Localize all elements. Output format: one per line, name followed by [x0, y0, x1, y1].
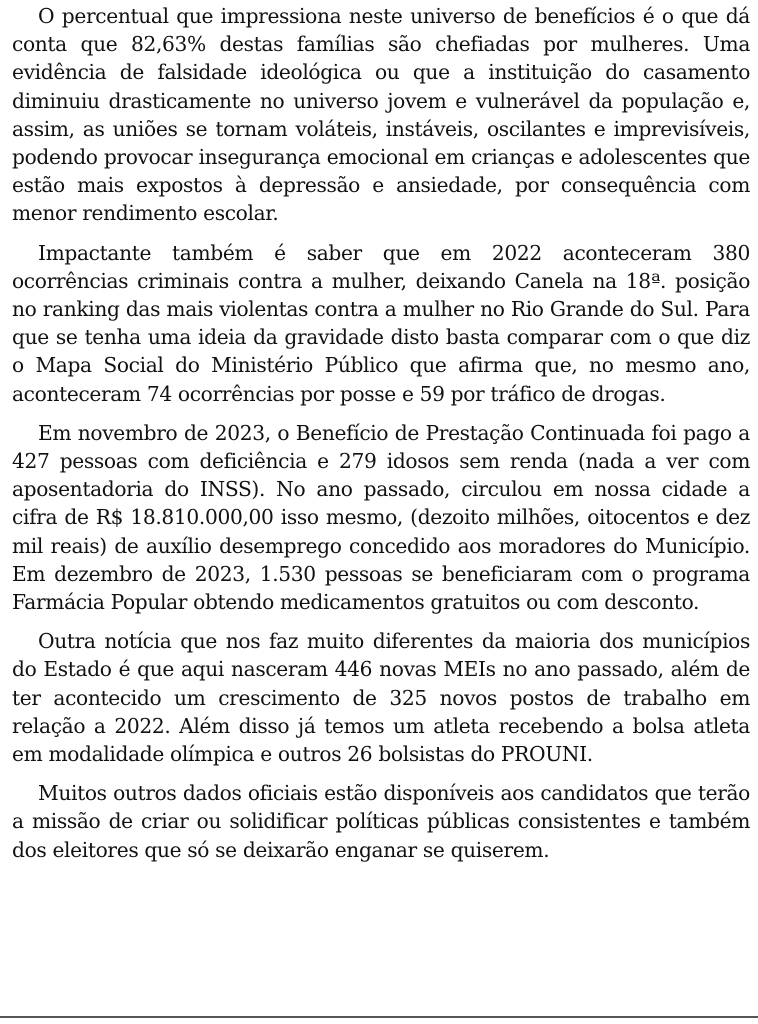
- paragraph-economic-news: Outra notícia que nos faz muito diferentes da maioria dos municípios do Estado é que aqui nasceram 446 novas MEIs no ano passado, além de ter acontecido um crescimento de 325 novos postos de trabalho em relação a 2022. Além disso já temos um atleta recebendo a bolsa atleta em modalidade olímpica e outros 26 bolsistas do PROUNI.: [12, 629, 750, 767]
- paragraph-crime-statistics: Impactante também é saber que em 2022 aconteceram 380 ocorrências criminais contra a mulher, deixando Canela na 18ª. posição no ranking das mais violentas contra a mulher no Rio Grande do Sul. Para que se tenha uma ideia da gravidade disto basta comparar com o que diz o Mapa Social do Ministério Público que afirma que, no mesmo ano, aconteceram 74 ocorrências por posse e 59 por tráfico de drogas.: [12, 240, 750, 406]
- bottom-divider: [0, 1016, 758, 1018]
- paragraph-social-benefits: Em novembro de 2023, o Benefício de Prestação Continuada foi pago a 427 pessoas com deficiência e 279 idosos sem renda (nada a ver com aposentadoria do INSS). No ano passado, circulou em nossa cidade a cifra de R$ 18.810.000,00 isso mesmo, (dezoito milhões, oitocentos e dez mil reais) de auxílio desemprego concedido aos moradores do Município. Em dezembro de 2023, 1.530 pessoas se beneficiaram com o programa Farmácia Popular obtendo medicamentos gratuitos ou com desconto.: [12, 420, 750, 615]
- paragraph-family-heads: O percentual que impressiona neste universo de benefícios é o que dá conta que 82,63% destas famílias são chefiadas por mulheres. Uma evidência de falsidade ideológica ou que a instituição do casamento diminuiu drasticamente no universo jovem e vulnerável da população e, assim, as uniões se tornam voláteis, instáveis, oscilantes e imprevisíveis, podendo provocar insegurança emocional em crianças e adolescentes que estão mais expostos à depressão e ansiedade, por consequência com menor rendimento escolar.: [12, 4, 750, 226]
- paragraph-conclusion: Muitos outros dados oficiais estão disponíveis aos candidatos que terão a missão de criar ou solidificar políticas públicas consistentes e também dos eleitores que só se deixarão enganar se quiserem.: [12, 781, 750, 862]
- article-body: [12, 2, 750, 875]
